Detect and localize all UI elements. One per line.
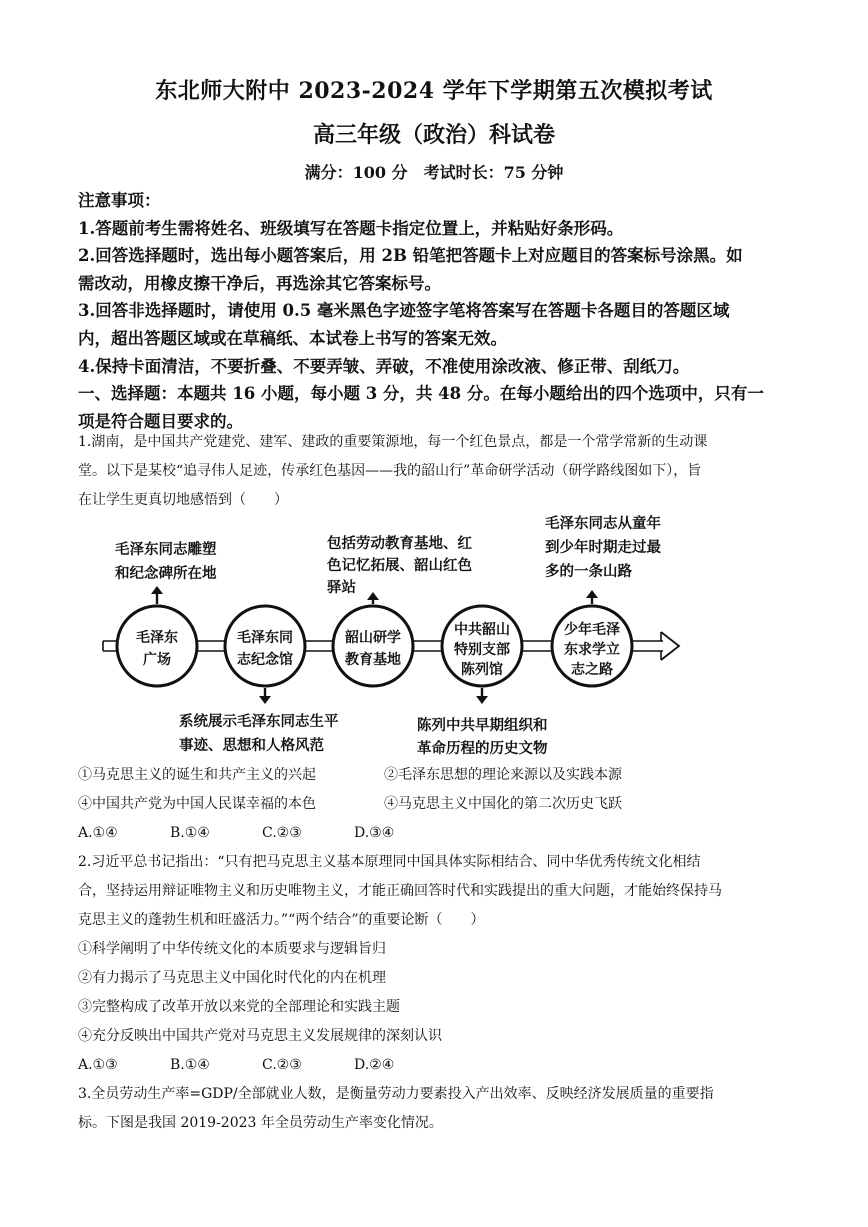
station-label: 志之路	[571, 662, 613, 678]
station-label: 毛泽东同	[237, 630, 293, 646]
station-label: 少年毛泽	[564, 622, 620, 638]
note-top: 多的一条山路	[545, 564, 632, 580]
option[interactable]: ③完整构成了改革开放以来党的全部理论和实践主题	[78, 999, 400, 1015]
note-top: 和纪念碑所在地	[115, 566, 217, 582]
station-label: 广场	[143, 652, 171, 668]
option-row	[78, 790, 790, 819]
option-row	[78, 761, 790, 790]
notes-line: 2.回答选择题时，选出每小题答案后，用 2B 铅笔把答题卡上对应题目的答案标号涂黑。如	[78, 246, 743, 266]
question-3	[78, 1080, 790, 1138]
choice[interactable]: C.②③	[262, 825, 302, 841]
arrow-up-icon	[151, 586, 163, 604]
route-arrow-head	[661, 632, 679, 660]
option[interactable]: ④马克思主义中国化的第二次历史飞跃	[384, 796, 622, 812]
note-top: 包括劳动教育基地、红	[327, 536, 472, 552]
question-1-line: 1.湖南，是中国共产党建党、建军、建政的重要策源地，每一个红色景点，都是一个常学常新的生动课	[78, 434, 708, 450]
notes-line: 内，超出答题区域或在草稿纸、本试卷上书写的答案无效。	[78, 328, 507, 348]
question-3-line: 3.全员劳动生产率=GDP/全部就业人数，是衡量劳动力要素投入产出效率、反映经济发展质量的重要指	[78, 1086, 714, 1102]
question-1-line: 堂。以下是某校“追寻伟人足迹，传承红色基因——我的韶山行”革命研学活动（研学路线图如下），旨	[78, 463, 702, 479]
arrow-down-icon	[259, 688, 271, 704]
notes-line: 4.保持卡面清洁，不要折叠、不要弄皱、弄破，不准使用涂改液、修正带、刮纸刀。	[78, 356, 690, 376]
question-1-stem	[78, 428, 790, 515]
option[interactable]: ②有力揭示了马克思主义中国化时代化的内在机理	[78, 970, 386, 986]
note-top: 色记忆拓展、韶山红色	[327, 558, 472, 574]
notes-line: 3.回答非选择题时，请使用 0.5 毫米黑色字迹签字笔将答案写在答题卡各题目的答题区域	[78, 301, 730, 321]
question-1-options	[78, 761, 790, 848]
exam-subtitle: 高三年级（政治）科试卷	[312, 122, 555, 148]
station-circle	[333, 606, 413, 686]
option[interactable]: ④充分反映出中国共产党对马克思主义发展规律的深刻认识	[78, 1028, 442, 1044]
option[interactable]: ①科学阐明了中华传统文化的本质要求与逻辑旨归	[78, 941, 386, 957]
question-2-line: 克思主义的蓬勃生机和旺盛活力。”“两个结合”的重要论断（ ）	[78, 912, 485, 928]
station-label: 中共韶山	[454, 622, 510, 638]
question-2	[78, 848, 790, 1080]
arrow-down-icon	[476, 688, 488, 704]
station-label: 陈列馆	[461, 662, 503, 678]
note-bottom: 革命历程的历史文物	[417, 741, 548, 757]
option[interactable]: ②毛泽东思想的理论来源以及实践本源	[384, 767, 622, 783]
note-bottom: 事迹、思想和人格风范	[179, 738, 324, 754]
station-label: 特别支部	[454, 642, 510, 658]
notes-line: 1.答题前考生需将姓名、班级填写在答题卡指定位置上，并粘贴好条形码。	[78, 218, 624, 238]
question-2-line: 合，坚持运用辩证唯物主义和历史唯物主义，才能正确回答时代和实践提出的重大问题，才能始终保持马	[78, 883, 722, 899]
notes-heading: 注意事项：	[78, 191, 161, 210]
station-label: 志纪念馆	[237, 652, 293, 668]
section-heading: 一、选择题：本题共 16 小题，每小题 3 分，共 48 分。在每小题给出的四个选项中，只有一	[78, 384, 764, 404]
question-1-line: 在让学生更真切地感悟到（ ）	[78, 492, 288, 508]
question-2-line: 2.习近平总书记指出：“只有把马克思主义基本原理同中国具体实际相结合、同中华优秀传统文化相结	[78, 854, 701, 870]
choice[interactable]: A.①④	[78, 825, 118, 841]
arrow-up-icon	[586, 590, 598, 604]
study-route-diagram	[95, 508, 685, 758]
station-label: 韶山研学	[345, 630, 401, 646]
arrow-up-icon	[367, 592, 379, 604]
station-label: 东求学立	[564, 642, 620, 658]
section-heading: 项是符合题目要求的。	[78, 411, 243, 431]
choice[interactable]: B.①④	[170, 825, 210, 841]
option[interactable]: ①马克思主义的诞生和共产主义的兴起	[78, 767, 316, 783]
station-circle	[117, 606, 197, 686]
option[interactable]: ④中国共产党为中国人民谋幸福的本色	[78, 796, 316, 812]
notes-line: 需改动，用橡皮擦干净后，再选涂其它答案标号。	[78, 273, 441, 293]
note-top: 毛泽东同志从童年	[545, 516, 661, 532]
choice[interactable]: D.③④	[354, 825, 395, 841]
note-bottom: 系统展示毛泽东同志生平	[179, 714, 339, 730]
choice[interactable]: A.①③	[78, 1057, 118, 1073]
exam-title: 东北师大附中 2023-2024 学年下学期第五次模拟考试	[155, 78, 713, 104]
note-top: 毛泽东同志雕塑	[115, 542, 217, 558]
choice-row	[78, 819, 790, 848]
note-top: 驿站	[327, 580, 356, 596]
choice[interactable]: D.②④	[354, 1057, 395, 1073]
choice[interactable]: C.②③	[262, 1057, 302, 1073]
question-3-line: 标。下图是我国 2019-2023 年全员劳动生产率变化情况。	[78, 1115, 443, 1131]
choice-row	[78, 1051, 790, 1080]
notes-section	[78, 187, 790, 435]
note-top: 到少年时期走过最	[545, 540, 661, 556]
station-label: 教育基地	[345, 652, 401, 668]
exam-meta: 满分：100 分 考试时长：75 分钟	[304, 163, 564, 182]
station-circle	[225, 606, 305, 686]
choice[interactable]: B.①④	[170, 1057, 210, 1073]
station-label: 毛泽东	[136, 630, 178, 646]
note-bottom: 陈列中共早期组织和	[417, 718, 548, 734]
